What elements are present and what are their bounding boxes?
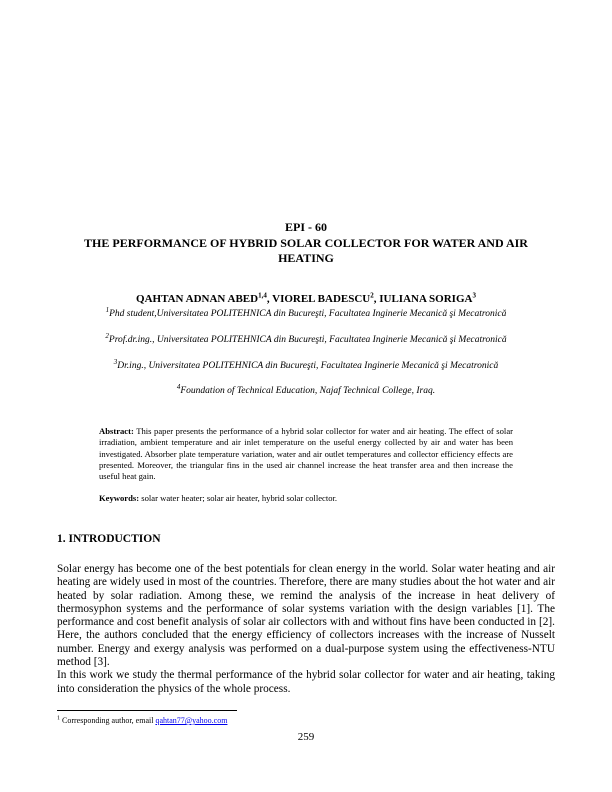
author: IULIANA SORIGA$^3$ bbox=[379, 291, 476, 305]
affiliation: $^1$Phd student,Universitatea POLITEHNICA din Bucureşti, Facultatea Inginerie Mecanică şi Mecatronică bbox=[105, 305, 507, 319]
affiliation: $^4$Foundation of Technical Education, Najaf Technical College, Iraq. bbox=[176, 382, 436, 396]
author: VIOREL BADESCU$^2$, bbox=[272, 291, 380, 305]
keywords bbox=[99, 493, 513, 503]
affiliation: $^2$Prof.dr.ing., Universitatea POLITEHNICA din Bucureşti, Facultatea Inginerie Mecanică şi Mecatronică bbox=[105, 331, 507, 345]
introduction-body bbox=[57, 563, 555, 696]
author-list bbox=[56, 293, 556, 305]
paper-title: THE PERFORMANCE OF HYBRID SOLAR COLLECTOR FOR WATER AND AIR HEATING bbox=[84, 236, 528, 265]
paragraph: Solar energy has become one of the best potentials for clean energy in the world. Solar water heating and air heating are widely used in most of the countries. Therefore, there are many studies about the hot water and air heated by solar radiation. Among these, we remind the analysis of the increase in heat delivery of thermosyphon systems and the performance of solar systems variation with the design variables [1]. The performance and cost benefit analysis of solar air collectors with and without fins have been conducted in [2]. Here, the authors concluded that the energy efficiency of collectors increases with the increase of Nusselt number. Energy and exergy analysis was performed on a dual-purpose system using the effectiveness-NTU method [3]. bbox=[57, 563, 555, 669]
section-heading: 1. INTRODUCTION bbox=[57, 533, 161, 545]
paper-code: EPI - 60 bbox=[285, 220, 327, 234]
abstract-label: Abstract: bbox=[99, 426, 134, 436]
email-link[interactable]: qahtan77@yahoo.com bbox=[155, 716, 228, 725]
abstract bbox=[99, 426, 513, 482]
affiliation: $^3$Dr.ing., Universitatea POLITEHNICA din Bucureşti, Facultatea Inginerie Mecanică şi Mecatronică bbox=[113, 357, 499, 371]
paragraph: In this work we study the thermal performance of the hybrid solar collector for water and air heating, taking into consideration the physics of the whole process. bbox=[57, 669, 555, 695]
abstract-text: This paper presents the performance of a hybrid solar collector for water and air heating. The effect of solar irradiation, ambient temperature and air inlet temperature on the useful energy collected by air and water has been investigated. Absorber plate temperature variation, water and air outlet temperatures and collector efficiency effects are presented. Moreover, the triangular fins in the used air channel increase the heat transfer area and then increase the useful heat gain. bbox=[99, 426, 513, 482]
keywords-text: solar water heater; solar air heater, hybrid solar collector. bbox=[141, 493, 338, 503]
author: QAHTAN ADNAN ABED$^{1,4}$, bbox=[136, 291, 273, 305]
keywords-label: Keywords: bbox=[99, 493, 140, 503]
page-number: 259 bbox=[297, 731, 315, 743]
footnote: $^1$ Corresponding author, email qahtan77@yahoo.com bbox=[57, 715, 228, 725]
footnote-divider bbox=[57, 710, 237, 711]
